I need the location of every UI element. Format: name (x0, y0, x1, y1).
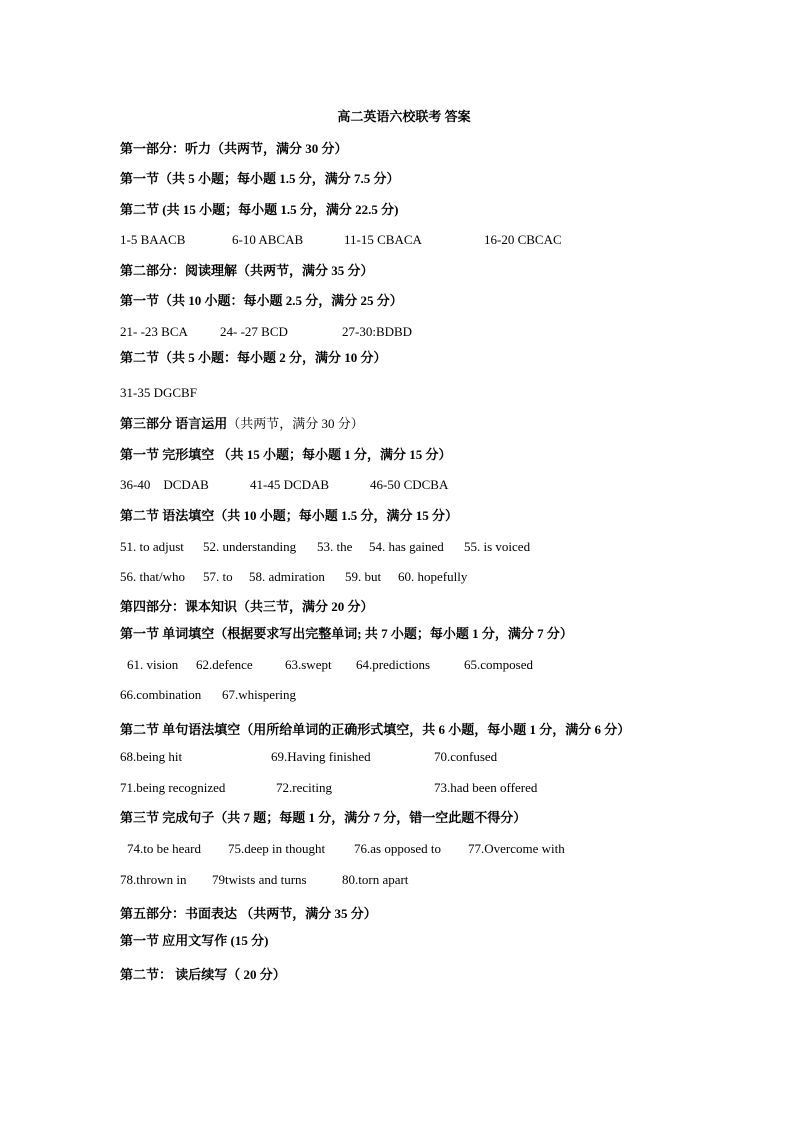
part3-heading-note: （共两节，满分 30 分） (227, 416, 364, 431)
answer-group: 36-40 DCDAB (120, 477, 209, 492)
part2-section1-answers-row (0, 324, 794, 340)
part2-heading: 第二部分：阅读理解（共两节，满分 35 分） (120, 263, 374, 278)
part4-section2-heading: 第二节 单句语法填空（用所给单词的正确形式填空，共 6 小题，每小题 1 分，满分 6 分） (120, 722, 631, 737)
part3-section2-heading: 第二节 语法填空（共 10 小题；每小题 1.5 分，满分 15 分） (120, 508, 459, 523)
part3-heading (120, 416, 364, 432)
part3-section1-answers-row (0, 477, 794, 493)
part4-section1-heading: 第一节 单词填空（根据要求写出完整单词; 共 7 小题；每小题 1 分，满分 7 分） (120, 626, 573, 641)
answer-item: 76.as opposed to (354, 841, 442, 856)
answer-item: 65.composed (464, 657, 533, 672)
part5-section2-heading: 第二节： 读后续写（ 20 分） (120, 967, 286, 982)
answer-group: 11-15 CBACA (344, 232, 422, 247)
part1-answers-row (0, 232, 794, 248)
answer-group: 46-50 CDCBA (370, 477, 449, 492)
answer-item: 51. to adjust (120, 539, 184, 554)
part5-heading: 第五部分：书面表达 （共两节，满分 35 分） (120, 906, 377, 921)
answer-group: 21- -23 BCA (120, 324, 188, 339)
part3-section2-answers-row1 (0, 539, 794, 555)
part3-section1-heading: 第一节 完形填空 （共 15 小题；每小题 1 分，满分 15 分） (120, 447, 452, 462)
answer-item: 60. hopefully (398, 569, 468, 584)
part1-heading: 第一部分：听力（共两节，满分 30 分） (120, 141, 348, 156)
part4-section2-answers-row1 (0, 749, 794, 765)
part1-section2-heading: 第二节 (共 15 小题；每小题 1.5 分，满分 22.5 分) (120, 202, 399, 217)
answer-item: 64.predictions (356, 657, 431, 672)
part2-section2-answers: 31-35 DGCBF (120, 385, 197, 400)
answer-item: 73.had been offered (434, 780, 538, 795)
answer-item: 79twists and turns (212, 872, 307, 887)
part4-heading: 第四部分：课本知识（共三节，满分 20 分） (120, 599, 374, 614)
part4-section1-answers-row1 (0, 657, 794, 673)
answer-item: 61. vision (127, 657, 179, 672)
answer-group: 24- -27 BCD (220, 324, 288, 339)
part4-section3-heading: 第三节 完成句子（共 7 题；每题 1 分，满分 7 分，错一空此题不得分） (120, 810, 527, 825)
part2-section1-heading: 第一节（共 10 小题：每小题 2.5 分，满分 25 分） (120, 293, 403, 308)
answer-item: 62.defence (196, 657, 253, 672)
part3-heading-title: 第三部分 语言运用 (120, 416, 228, 431)
answer-group: 41-45 DCDAB (250, 477, 330, 492)
answer-group: 6-10 ABCAB (232, 232, 304, 247)
answer-item: 78.thrown in (120, 872, 187, 887)
part4-section1-answers-row2 (0, 687, 794, 703)
answer-item: 70.confused (434, 749, 498, 764)
answer-item: 74.to be heard (127, 841, 202, 856)
answer-group: 1-5 BAACB (120, 232, 186, 247)
answer-item: 54. has gained (369, 539, 444, 554)
answer-item: 75.deep in thought (228, 841, 326, 856)
answer-item: 69.Having finished (271, 749, 371, 764)
answer-item: 77.Overcome with (468, 841, 565, 856)
answer-group: 27-30:BDBD (342, 324, 413, 339)
answer-item: 68.being hit (120, 749, 183, 764)
answer-item: 55. is voiced (464, 539, 531, 554)
answer-item: 66.combination (120, 687, 202, 702)
answer-item: 52. understanding (203, 539, 297, 554)
part4-section2-answers-row2 (0, 780, 794, 796)
part1-section1-heading: 第一节（共 5 小题；每小题 1.5 分，满分 7.5 分） (120, 171, 400, 186)
part4-section3-answers-row2 (0, 872, 794, 888)
part2-section2-heading: 第二节（共 5 小题：每小题 2 分，满分 10 分） (120, 350, 387, 365)
part5-section1-heading: 第一节 应用文写作 (15 分) (120, 933, 269, 948)
part3-section2-answers-row2 (0, 569, 794, 585)
answer-item: 71.being recognized (120, 780, 226, 795)
answer-item: 80.torn apart (342, 872, 409, 887)
answer-item: 58. admiration (249, 569, 325, 584)
answer-item: 59. but (345, 569, 382, 584)
part4-section3-answers-row1 (0, 841, 794, 857)
answer-item: 56. that/who (120, 569, 185, 584)
page-title: 高二英语六校联考 答案 (337, 109, 471, 124)
answer-item: 57. to (203, 569, 233, 584)
answer-item: 53. the (317, 539, 353, 554)
answer-group: 16-20 CBCAC (484, 232, 562, 247)
answer-item: 67.whispering (222, 687, 297, 702)
answer-item: 63.swept (285, 657, 332, 672)
answer-item: 72.reciting (276, 780, 332, 795)
